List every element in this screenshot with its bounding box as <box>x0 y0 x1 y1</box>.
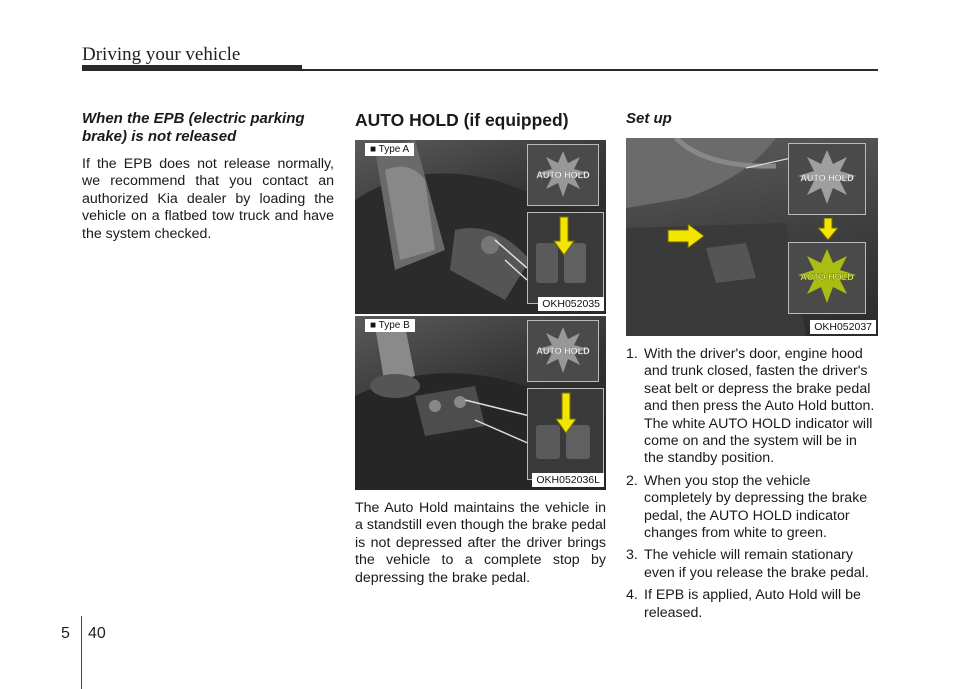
step-item: 1. With the driver's door, engine hood and trunk closed, fasten the driver's seat belt or depress the brake pedal and then press the Auto Hold button. The white AUTO HOLD indicator will come on and the system will be in the standby position. <box>626 346 875 467</box>
figure-code-a: OKH052035 <box>538 297 604 311</box>
auto-hold-green-indicator <box>788 242 866 314</box>
paragraph-epb-not-released: If the EPB does not release normally, we recommend that you contact an authorized Kia dealer by loading the vehicle on a flatbed tow truck and have the system checked. <box>82 156 334 242</box>
figure-code-set-up: OKH052037 <box>810 320 876 334</box>
switch-closeup-inset <box>527 212 604 304</box>
type-a-label: ■ Type A <box>365 143 414 156</box>
column-set-up <box>626 110 878 627</box>
step-item: 4. If EPB is applied, Auto Hold will be released. <box>626 587 861 621</box>
auto-hold-button-label-b: AUTO HOLD <box>536 346 590 356</box>
figure-set-up <box>626 138 878 336</box>
page-number: 40 <box>88 625 106 642</box>
auto-hold-white-indicator <box>788 143 866 215</box>
footer-divider <box>81 616 82 689</box>
auto-hold-button-inset <box>527 144 599 206</box>
running-header: Driving your vehicle <box>82 44 241 65</box>
figure-type-a <box>355 140 606 314</box>
paragraph-auto-hold: The Auto Hold maintains the vehicle in a standstill even though the brake pedal is not depressed after the driver brings the vehicle to a complete stop by depressing the brake pedal. <box>355 500 606 586</box>
chapter-number: 5 <box>61 625 70 642</box>
down-arrow-icon <box>818 218 838 240</box>
auto-hold-button-inset-b <box>527 320 599 382</box>
type-b-label: ■ Type B <box>365 319 415 332</box>
auto-hold-white-label: AUTO HOLD <box>800 173 854 183</box>
subheading-epb-not-released: When the EPB (electric parking brake) is not released <box>82 110 305 145</box>
column-epb-not-released <box>82 110 334 243</box>
step-item: 2. When you stop the vehicle completely by depressing the brake pedal, the AUTO HOLD indicator changes from white to green. <box>626 472 868 542</box>
figure-code-b: OKH052036L <box>532 473 604 487</box>
subheading-set-up: Set up <box>626 110 672 127</box>
figure-type-b <box>355 316 606 490</box>
header-rule <box>82 69 878 71</box>
auto-hold-button-label: AUTO HOLD <box>536 170 590 180</box>
switch-closeup-inset-b <box>527 388 604 480</box>
column-auto-hold <box>355 110 606 587</box>
auto-hold-green-label: AUTO HOLD <box>800 272 854 282</box>
set-up-steps <box>626 346 878 622</box>
section-heading-auto-hold: AUTO HOLD (if equipped) <box>355 110 569 130</box>
step-item: 3. The vehicle will remain stationary even if you release the brake pedal. <box>626 547 869 581</box>
